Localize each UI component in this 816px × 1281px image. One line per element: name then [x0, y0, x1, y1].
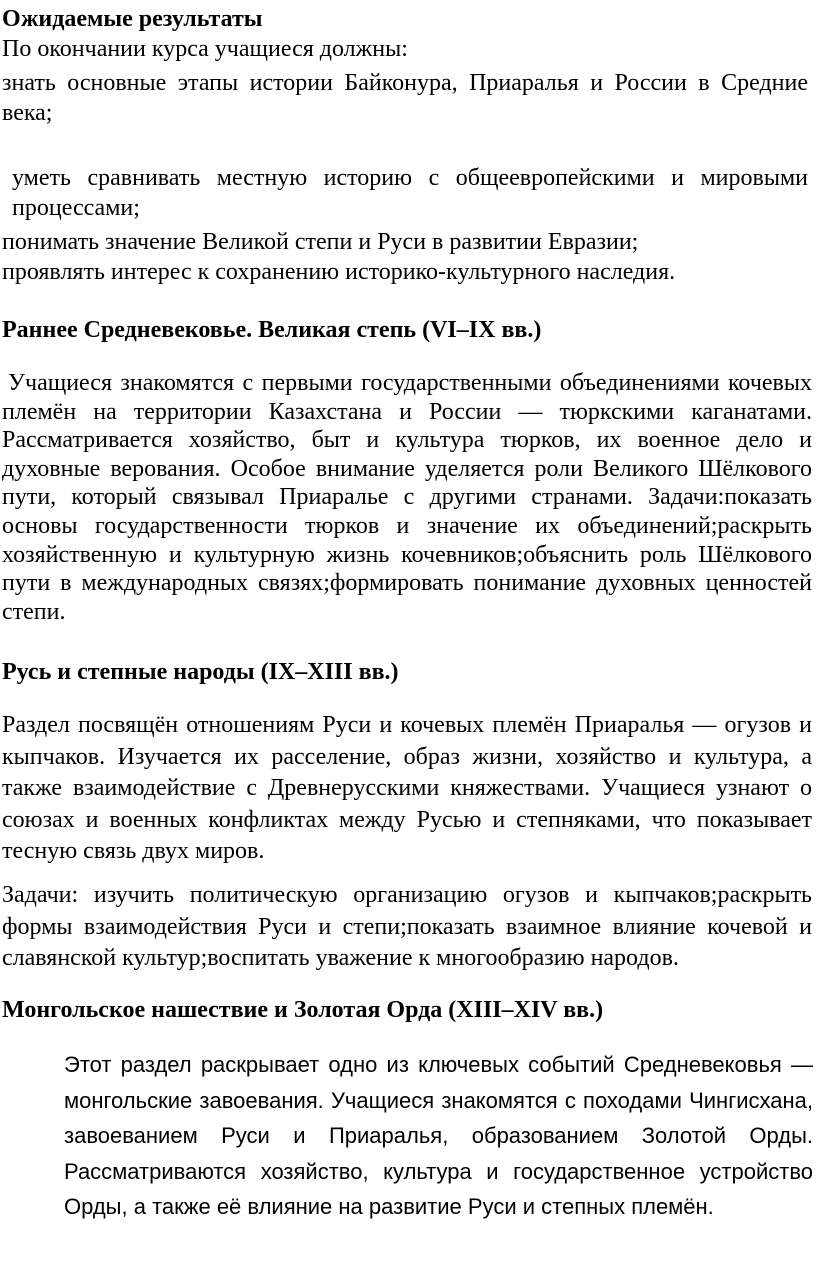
outcome-item-compare: уметь сравнивать местную историю с общеевропейскими и мировыми процессами;: [12, 165, 808, 221]
section-early-body: Учащиеся знакомятся с первыми государственными объединениями кочевых племён на территории Казахстана и России — тюркскими каганатами. Рассматривается хозяйство, быт и культура тюрков, их военное дело и духовные верования. Особое внимание уделяется роли Великого Шёлкового пути, который связывал Приаралье с другими странами. Задачи:показать основы государственности тюрков и значение их объединений;раскрыть хозяйственную и культурную жизнь кочевников;объяснить роль Шёлкового пути в международных связях;формировать понимание духовных ценностей степи.: [2, 370, 812, 625]
outcome-item-history: знать основные этапы истории Байконура, Приаралья и России в Средние века;: [2, 70, 808, 126]
outcome-item-heritage: проявлять интерес к сохранению историко-культурного наследия.: [2, 259, 676, 285]
section-mongol-heading: Монгольское нашествие и Золотая Орда (XIII–XIV вв.): [2, 997, 604, 1023]
section-mongol-body: Этот раздел раскрывает одно из ключевых событий Средневековья — монгольские завоевания. Учащиеся знакомятся с походами Чингисхана, завоеванием Руси и Приаралья, образованием Золотой Орды. Рассматриваются хозяйство, культура и государственное устройство Орды, а также её влияние на развитие Руси и степных племён.: [64, 1052, 813, 1219]
section-rus-body: Раздел посвящён отношениям Руси и кочевых племён Приаралья — огузов и кыпчаков. Изучается их расселение, образ жизни, хозяйство и культура, а также взаимодействие с Древнерусскими княжествами. Учащиеся узнают о союзах и военных конфликтах между Русью и степняками, что показывает тесную связь двух миров.: [2, 712, 812, 864]
section-rus-tasks: Задачи: изучить политическую организацию огузов и кыпчаков;раскрыть формы взаимодействия Руси и степи;показать взаимное влияние кочевой и славянской культур;воспитать уважение к многообразию народов.: [2, 882, 812, 971]
outcomes-intro: По окончании курса учащиеся должны:: [2, 36, 408, 62]
section-rus-heading: Русь и степные народы (IX–XIII вв.): [2, 659, 399, 685]
section-early-heading: Раннее Средневековье. Великая степь (VI–IX вв.): [2, 317, 542, 343]
outcomes-heading: Ожидаемые результаты: [2, 6, 263, 32]
outcome-item-steppe: понимать значение Великой степи и Руси в развитии Евразии;: [2, 229, 639, 255]
